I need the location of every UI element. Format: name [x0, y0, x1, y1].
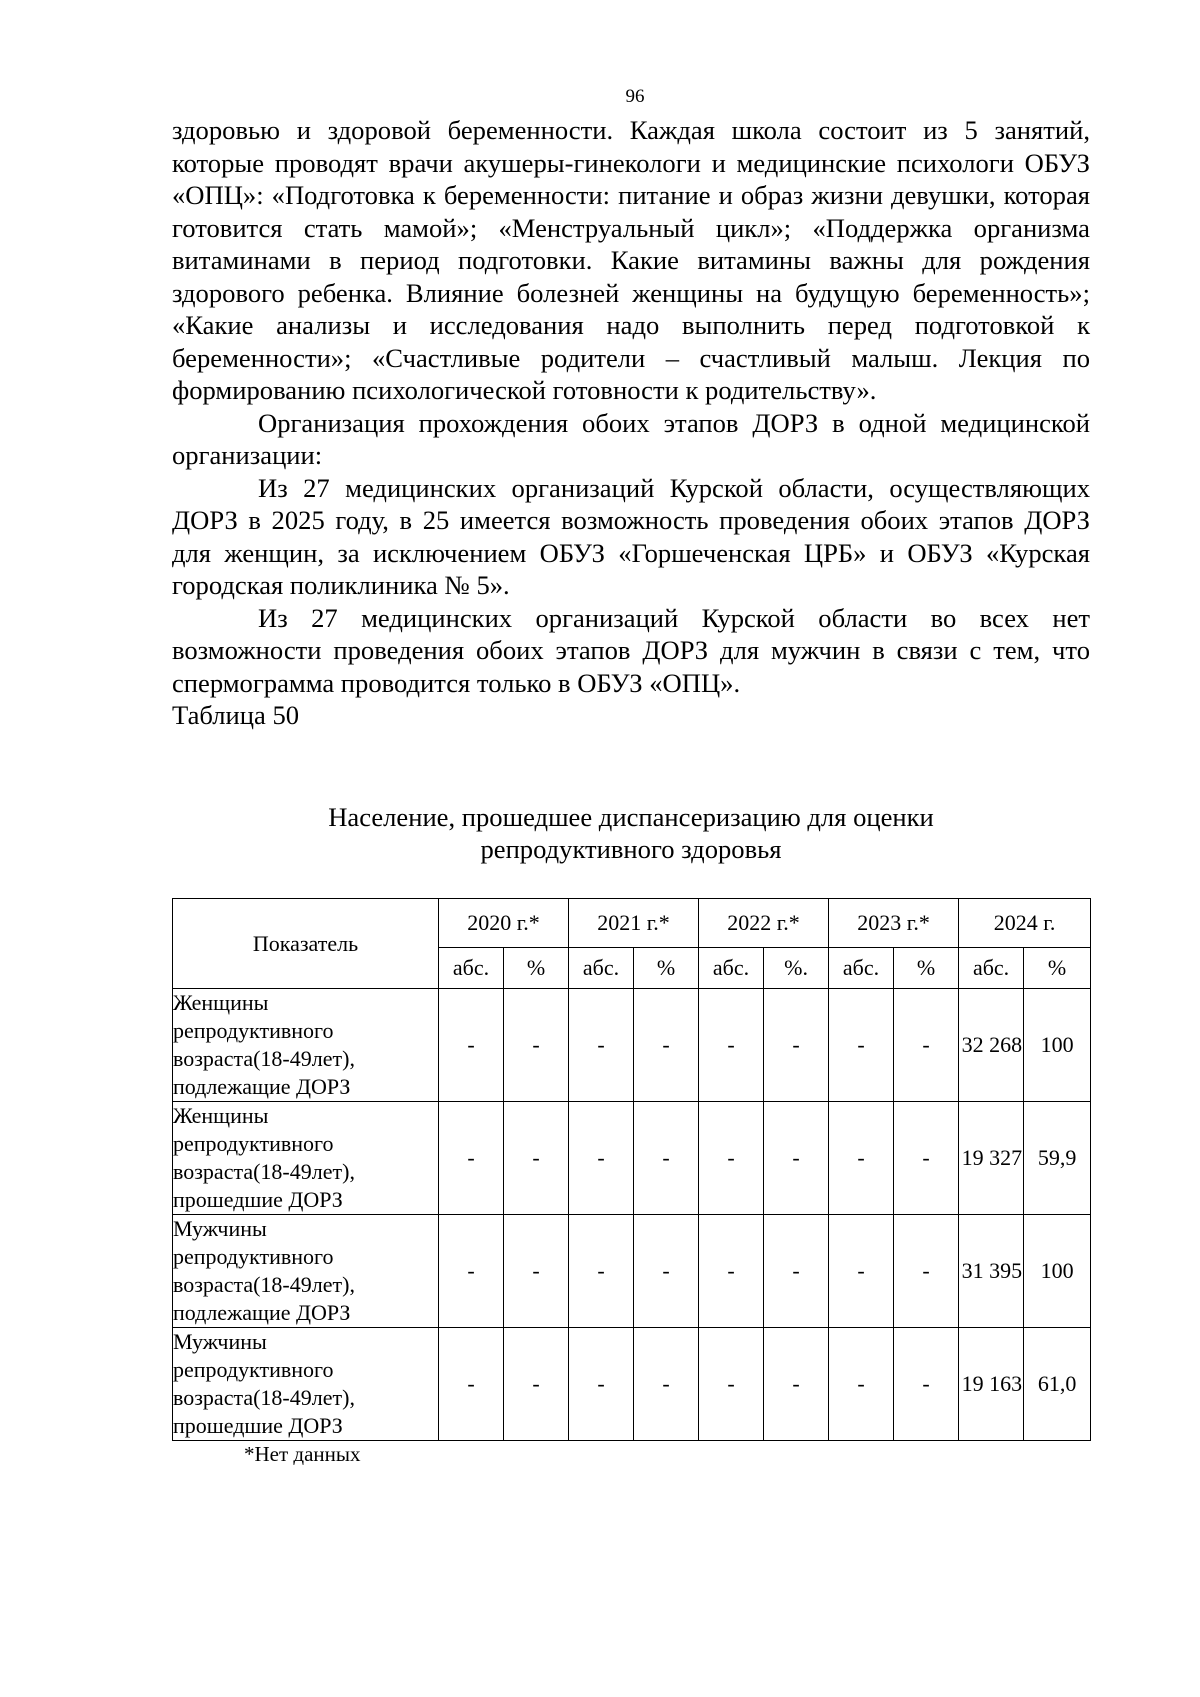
table-cell: - [634, 989, 699, 1102]
paragraph-3: Из 27 медицинских организаций Курской области, осуществляющих ДОРЗ в 2025 году, в 25 имеется возможность проведения обоих этапов ДОРЗ для женщин, за исключением ОБУЗ «Горшеченская ЦРБ» и ОБУЗ «Курская городская поликлиника № 5». [172, 472, 1090, 600]
table-cell: 31 395 [959, 1215, 1024, 1328]
table-cell: - [699, 989, 764, 1102]
table-cell: - [569, 1215, 634, 1328]
table-title-line-2: репродуктивного здоровья [480, 834, 782, 864]
page-number: 96 [625, 86, 645, 107]
table-cell: - [569, 1328, 634, 1441]
table-cell: 32 268 [959, 989, 1024, 1102]
subheader: абс. [829, 948, 894, 989]
subheader: абс. [569, 948, 634, 989]
year-header: 2021 г.* [569, 899, 699, 948]
row-label: Мужчины репродуктивного возраста(18-49лет), подлежащие ДОРЗ [173, 1215, 439, 1328]
table-cell: - [894, 989, 959, 1102]
table-cell: - [634, 1215, 699, 1328]
paragraph-2: Организация прохождения обоих этапов ДОРЗ в одной медицинской организации: [172, 407, 1090, 470]
table-cell: - [439, 1102, 504, 1215]
table-row [173, 1328, 1091, 1441]
row-label: Мужчины репродуктивного возраста(18-49лет), прошедшие ДОРЗ [173, 1328, 439, 1441]
table-cell: - [634, 1328, 699, 1441]
subheader: % [634, 948, 699, 989]
subheader: % [1024, 948, 1091, 989]
row-label: Женщины репродуктивного возраста(18-49лет), прошедшие ДОРЗ [173, 1102, 439, 1215]
year-header: 2023 г.* [829, 899, 959, 948]
year-header: 2020 г.* [439, 899, 569, 948]
table-title [172, 801, 1090, 865]
table-cell: 61,0 [1024, 1328, 1091, 1441]
data-table [172, 898, 1091, 1441]
table-cell: 19 327 [959, 1102, 1024, 1215]
indicator-header: Показатель [173, 899, 439, 989]
table-cell: - [504, 1328, 569, 1441]
table-cell: - [504, 1102, 569, 1215]
table-cell: 100 [1024, 1215, 1091, 1328]
year-header: 2022 г.* [699, 899, 829, 948]
table-cell: - [569, 1102, 634, 1215]
table-cell: - [829, 1102, 894, 1215]
table-caption: Таблица 50 [172, 700, 300, 730]
subheader: % [894, 948, 959, 989]
table-cell: 100 [1024, 989, 1091, 1102]
table-row [173, 989, 1091, 1102]
table-cell: 19 163 [959, 1328, 1024, 1441]
table-cell: - [894, 1102, 959, 1215]
table-title-line-1: Население, прошедшее диспансеризацию для оценки [328, 802, 934, 832]
table-cell: - [764, 989, 829, 1102]
header-row-years [173, 899, 1091, 948]
subheader: абс. [439, 948, 504, 989]
paragraph-1: здоровью и здоровой беременности. Каждая школа состоит из 5 занятий, которые проводят врачи акушеры-гинекологи и медицинские психологи ОБУЗ «ОПЦ»: «Подготовка к беременности: питание и образ жизни девушки, которая готовится стать мамой»; «Менструальный цикл»; «Поддержка организма витаминами в период подготовки. Какие витамины важны для рождения здорового ребенка. Влияние болезней женщины на будущую беременность»; «Какие анализы и исследования надо выполнить перед подготовкой к беременности»; «Счастливые родители – счастливый малыш. Лекция по формированию психологической готовности к родительству». [172, 115, 1090, 405]
table-row [173, 1102, 1091, 1215]
table-cell: 59,9 [1024, 1102, 1091, 1215]
year-header: 2024 г. [959, 899, 1091, 948]
table-cell: - [439, 1215, 504, 1328]
paragraph-4: Из 27 медицинских организаций Курской области во всех нет возможности проведения обоих этапов ДОРЗ для мужчин в связи с тем, что спермограмма проводится только в ОБУЗ «ОПЦ». [172, 602, 1090, 698]
row-label: Женщины репродуктивного возраста(18-49лет), подлежащие ДОРЗ [173, 989, 439, 1102]
footnote: *Нет данных [244, 1442, 361, 1466]
table-cell: - [504, 1215, 569, 1328]
table-cell: - [634, 1102, 699, 1215]
table-cell: - [894, 1215, 959, 1328]
table-cell: - [699, 1215, 764, 1328]
table-cell: - [699, 1102, 764, 1215]
subheader: абс. [959, 948, 1024, 989]
table-cell: - [439, 1328, 504, 1441]
table-cell: - [699, 1328, 764, 1441]
subheader: %. [764, 948, 829, 989]
table-cell: - [764, 1328, 829, 1441]
table-cell: - [829, 989, 894, 1102]
subheader: абс. [699, 948, 764, 989]
table-cell: - [504, 989, 569, 1102]
table-cell: - [829, 1328, 894, 1441]
table-cell: - [569, 989, 634, 1102]
subheader: % [504, 948, 569, 989]
table-cell: - [894, 1328, 959, 1441]
table-cell: - [829, 1215, 894, 1328]
table-cell: - [764, 1102, 829, 1215]
table-cell: - [439, 989, 504, 1102]
table-cell: - [764, 1215, 829, 1328]
body-text [172, 114, 1090, 732]
table-row [173, 1215, 1091, 1328]
